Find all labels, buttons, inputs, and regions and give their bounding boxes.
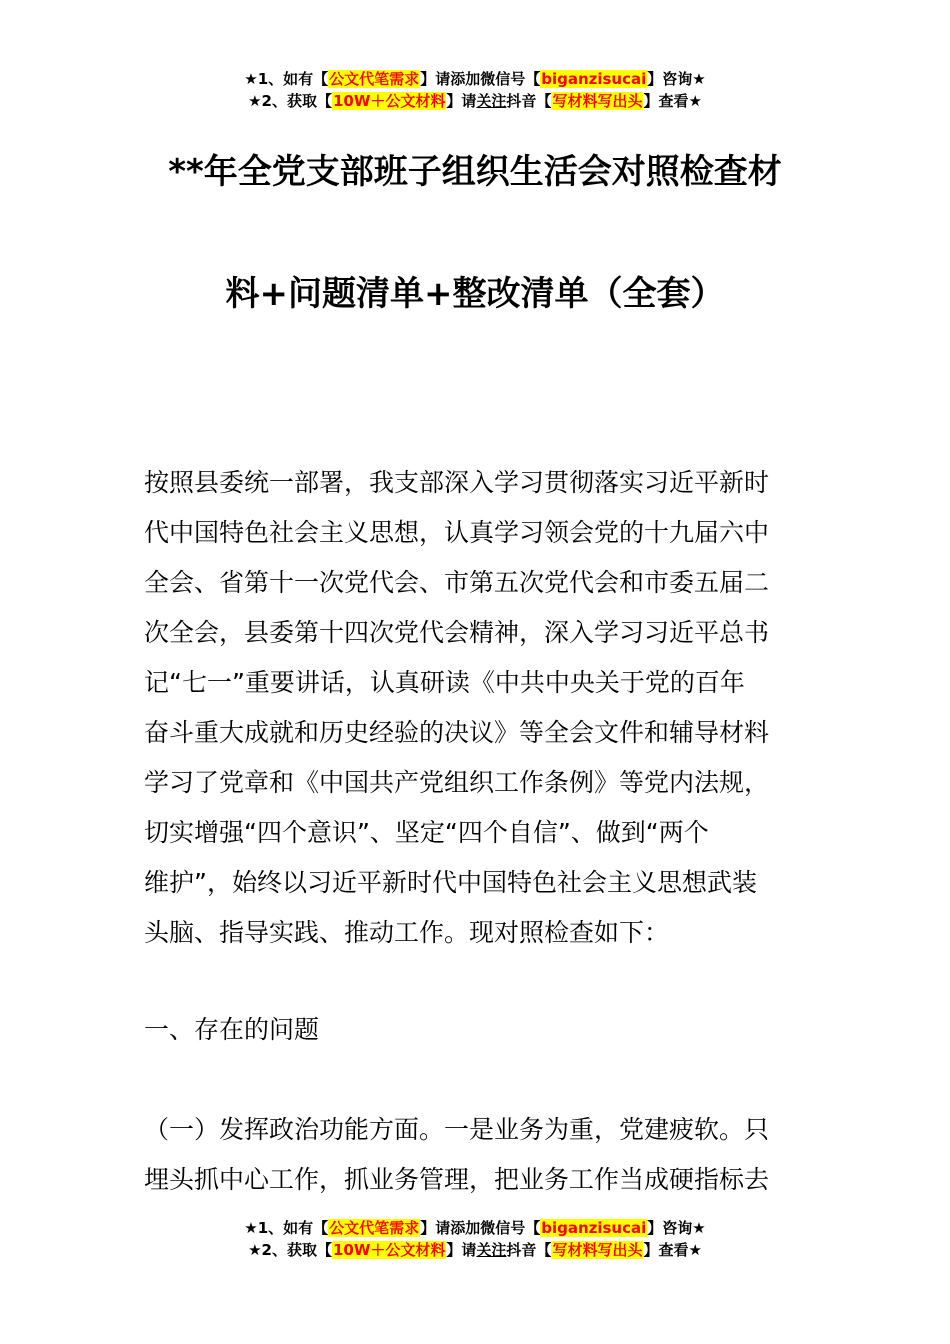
promo-highlight-materials: 10W＋公文材料 <box>332 1241 446 1259</box>
promo-line-2-mid-c: 抖音【 <box>506 1241 552 1259</box>
problems-paragraph <box>144 1105 809 1205</box>
promo-line-2-follow: 关注 <box>476 1241 507 1259</box>
promo-line-1 <box>0 68 950 90</box>
promo-line-1-prefix: ★1、如有【 <box>244 1219 329 1237</box>
promo-highlight-wechat-id: biganzisucai <box>541 1219 647 1237</box>
promo-line-1 <box>0 1217 950 1239</box>
intro-line: 按照县委统一部署，我支部深入学习贯彻落实习近平新时 <box>144 468 770 497</box>
promo-line-2-prefix: ★2、获取【 <box>248 92 332 110</box>
promo-line-2 <box>0 90 950 112</box>
promo-highlight-ghostwriting: 公文代笔需求 <box>329 1219 420 1237</box>
intro-line: 头脑、指导实践、推动工作。现对照检查如下： <box>144 918 670 947</box>
intro-line: 切实增强“四个意识”、坚定“四个自信”、做到“两个 <box>144 818 709 847</box>
problems-line: （一）发挥政治功能方面。一是业务为重，党建疲软。只 <box>144 1115 770 1144</box>
promo-line-2 <box>0 1239 950 1261</box>
promo-line-2-follow: 关注 <box>476 92 507 110</box>
intro-line: 全会、省第十一次党代会、市第五次党代会和市委五届二 <box>144 568 770 597</box>
problems-line: 埋头抓中心工作，抓业务管理，把业务工作当成硬指标去 <box>144 1165 770 1194</box>
intro-line: 奋斗重大成就和历史经验的决议》等全会文件和辅导材料 <box>144 718 770 747</box>
promo-banner-bottom <box>0 1217 950 1261</box>
document-title-line-1: **年全党支部班子组织生活会对照检查材 <box>168 152 782 192</box>
promo-line-1-suffix: 】咨询★ <box>647 70 706 88</box>
promo-line-1-suffix: 】咨询★ <box>647 1219 706 1237</box>
promo-highlight-materials: 10W＋公文材料 <box>332 92 446 110</box>
promo-line-2-suffix: 】查看★ <box>643 92 702 110</box>
promo-line-2-suffix: 】查看★ <box>643 1241 702 1259</box>
intro-paragraph <box>144 458 809 958</box>
promo-banner-top <box>0 68 950 112</box>
section-heading-problems: 一、存在的问题 <box>144 1015 320 1044</box>
promo-line-1-prefix: ★1、如有【 <box>244 70 329 88</box>
promo-highlight-douyin: 写材料写出头 <box>552 92 643 110</box>
promo-highlight-douyin: 写材料写出头 <box>552 1241 643 1259</box>
document-title-line-2: 料+问题清单+整改清单（全套） <box>225 274 725 314</box>
intro-line: 记“七一”重要讲话，认真研读《中共中央关于党的百年 <box>144 668 745 697</box>
promo-line-2-prefix: ★2、获取【 <box>248 1241 332 1259</box>
intro-line: 学习了党章和《中国共产党组织工作条例》等党内法规， <box>144 768 770 797</box>
intro-line: 代中国特色社会主义思想，认真学习领会党的十九届六中 <box>144 518 770 547</box>
promo-line-2-mid-a: 】请 <box>446 1241 477 1259</box>
promo-line-2-mid-a: 】请 <box>446 92 477 110</box>
promo-line-1-mid: 】请添加微信号【 <box>420 70 541 88</box>
intro-line: 维护”，始终以习近平新时代中国特色社会主义思想武装 <box>144 868 757 897</box>
promo-line-2-mid-c: 抖音【 <box>506 92 552 110</box>
promo-line-1-mid: 】请添加微信号【 <box>420 1219 541 1237</box>
promo-highlight-ghostwriting: 公文代笔需求 <box>329 70 420 88</box>
promo-highlight-wechat-id: biganzisucai <box>541 70 647 88</box>
intro-line: 次全会，县委第十四次党代会精神，深入学习习近平总书 <box>144 618 770 647</box>
